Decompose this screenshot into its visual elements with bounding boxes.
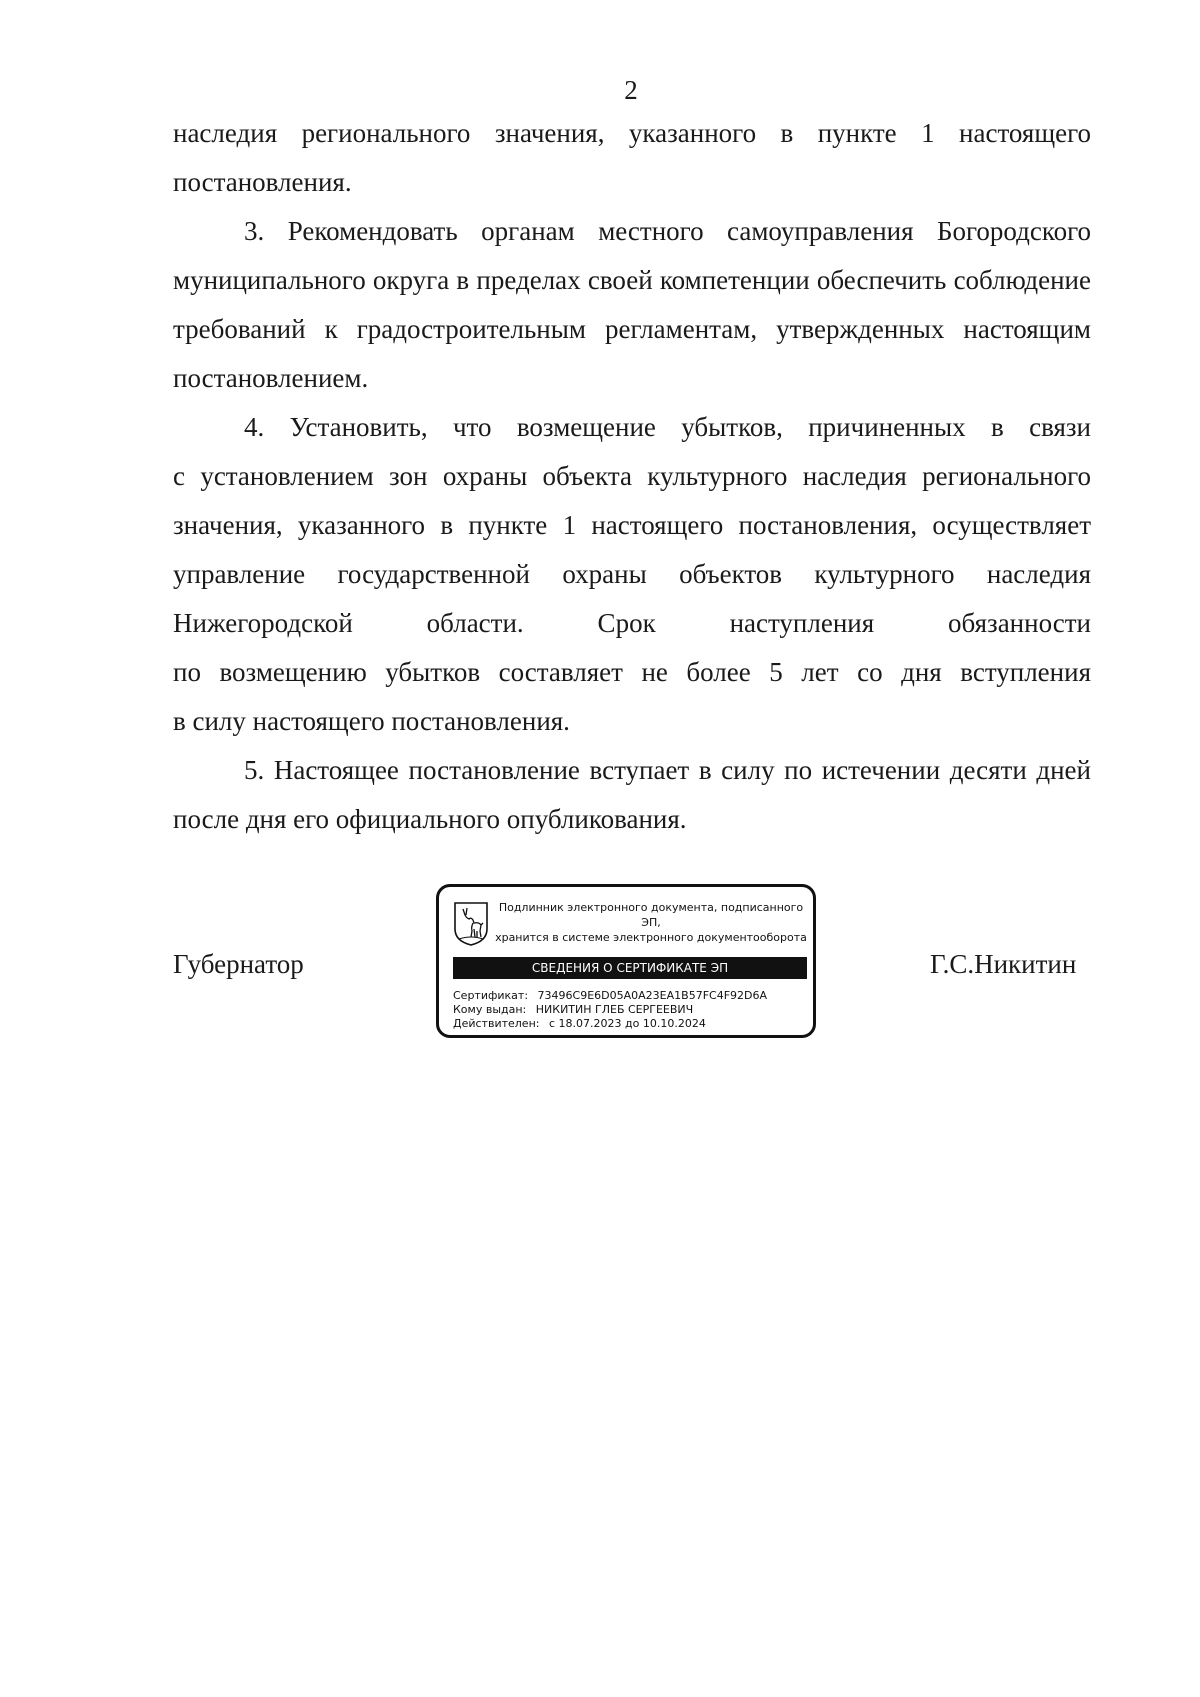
- stamp-header: [493, 900, 809, 945]
- deer-coat-of-arms-icon: [453, 901, 489, 947]
- stamp-header-line: хранится в системе электронного документооборота: [495, 931, 807, 944]
- paragraph-4-line: Нижегородской области. Срок наступления обязанности: [173, 608, 1091, 638]
- certificate-row: [453, 989, 809, 1003]
- page-number: 2: [624, 75, 638, 105]
- signature-role: Губернатор: [173, 949, 304, 979]
- stamp-title-bar: СВЕДЕНИЯ О СЕРТИФИКАТЕ ЭП: [453, 957, 807, 979]
- signature-name: Г.С.Никитин: [930, 949, 1077, 979]
- certificate-value: 73496C9E6D05A0A23EA1B57FC4F92D6A: [537, 989, 768, 1002]
- validity-label: Действителен:: [453, 1017, 540, 1030]
- paragraph-4-line: по возмещению убытков составляет не более 5 лет со дня вступления: [173, 657, 1091, 687]
- validity-row: [453, 1017, 809, 1031]
- stamp-header-line: Подлинник электронного документа, подписанного ЭП,: [498, 901, 804, 929]
- paragraph-4-line: в силу настоящего постановления.: [173, 706, 570, 736]
- electronic-signature-stamp: [436, 884, 816, 1038]
- issued-to-row: [453, 1003, 809, 1017]
- paragraph-4-line: значения, указанного в пункте 1 настоящего постановления, осуществляет: [173, 510, 1091, 540]
- issued-to-label: Кому выдан:: [453, 1003, 527, 1016]
- paragraph-5: 5. Настоящее постановление вступает в силу по истечении десяти дней после дня его официального опубликования.: [173, 755, 1091, 834]
- paragraph-3: 3. Рекомендовать органам местного самоуправления Богородского муниципального округа в пределах своей компетенции обеспечить соблюдение требований к градостроительным регламентам, утвержденных настоящим постановлением.: [173, 216, 1091, 393]
- paragraph-continuation: наследия регионального значения, указанного в пункте 1 настоящего постановления.: [173, 118, 1091, 197]
- issued-to-value: НИКИТИН ГЛЕБ СЕРГЕЕВИЧ: [535, 1003, 694, 1016]
- paragraph-4-line: 4. Установить, что возмещение убытков, причиненных в связи: [244, 412, 1091, 442]
- validity-value: с 18.07.2023 до 10.10.2024: [548, 1017, 706, 1030]
- stamp-details: [453, 989, 809, 1031]
- paragraph-4-line: управление государственной охраны объектов культурного наследия: [173, 559, 1091, 589]
- paragraph-4-line: с установлением зон охраны объекта культурного наследия регионального: [173, 461, 1091, 491]
- paragraph-4: [173, 403, 1091, 746]
- document-body: [173, 109, 1091, 844]
- certificate-label: Сертификат:: [453, 989, 529, 1002]
